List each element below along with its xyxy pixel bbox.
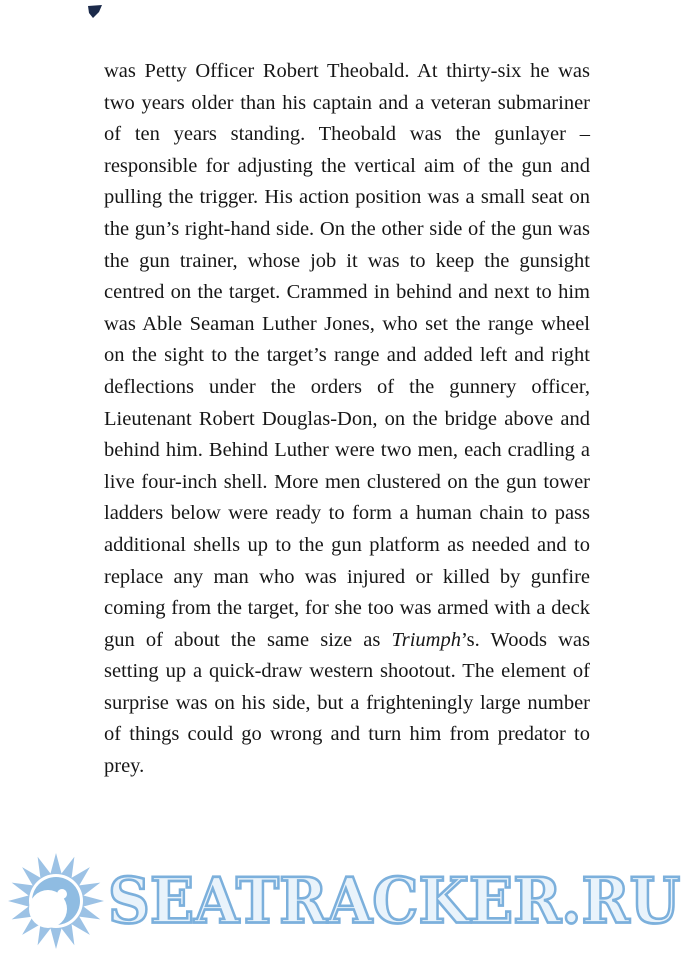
paragraph-text-end: ’s. Woods was setting up a quick-draw western shootout. The element of surprise was on his side, but a frighteningly large number of things could go wrong and turn him from predator to prey. — [104, 628, 590, 778]
corner-mark — [87, 4, 105, 22]
corner-mark-icon — [87, 4, 105, 22]
sun-logo-icon — [6, 851, 106, 951]
watermark — [0, 848, 689, 954]
watermark-text: SEATRACKER.RU — [108, 864, 681, 938]
paragraph — [104, 56, 590, 783]
paragraph-text-start: was Petty Officer Robert Theobald. At thirty-six he was two years older than his captain and a veteran submariner of ten years standing. Theobald was the gunlayer – responsible for adjusting the vertical aim of the gun and pulling the trigger. His action position was a small seat on the gun’s right-hand side. On the other side of the gun was the gun trainer, whose job it was to keep the gunsight centred on the target. Crammed in behind and next to him was Able Seaman Luther Jones, who set the range wheel on the sight to the target’s range and added left and right deflections under the orders of the gunnery officer, Lieutenant Robert Douglas-Don, on the bridge above and behind him. Behind Luther were two men, each cradling a live four-inch shell. More men clustered on the gun tower ladders below were ready to form a human chain to pass additional shells up to the gun platform as needed and to replace any man who was injured or killed by gunfire coming from the target, for she too was armed with a deck gun of about the same size as — [104, 60, 590, 651]
italic-word: Triumph — [391, 628, 461, 651]
page-text — [104, 56, 590, 783]
